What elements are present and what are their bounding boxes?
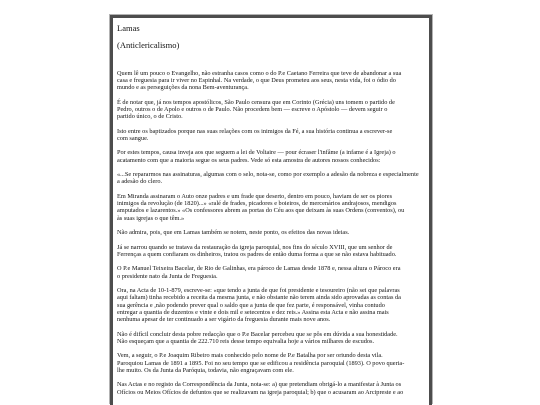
text-line: Isto entre os baptizados porque nas suas relações com os inimigos da Fé, a sua história continua a escrever-se (117, 127, 393, 135)
paragraph (117, 265, 425, 280)
text-line: Paroquiou Lamas de 1891 a 1895. Foi no seu tempo que se edificou a residência paroquial (1893). O povo queria- (117, 359, 405, 367)
text-line: a adesão do clero. (117, 178, 163, 186)
text-line: Ora, na Acta de 10-1-879, escreve-se: «que tendo a junta de que foi presidente e tesoureiro (não sei que palavras (117, 287, 400, 294)
text-line: O P.e Manuel Teixeira Bacelar, de Rio de Galinhas, era pároco de Lamas desde 1878 e, nessa altura o Pároco era (117, 265, 401, 273)
paragraph (117, 171, 425, 186)
text-line: com sangue. (117, 134, 149, 142)
text-line: Quem lê um pouco o Evangelho, não estranha casos como o do P.e Caetano Ferreira que teve de abandonar a sua (117, 69, 402, 77)
paragraph (117, 381, 425, 396)
paragraph (117, 70, 425, 92)
text-line: acatamento com que a maioria segue os seus padres. Vede só esta amostra de autores nossos conhecidos: (117, 156, 381, 164)
text-line: Ofícios ou Meios Ofícios de defuntos que se realizavam na igreja paroquial; b) que o acusaram ao Arcipreste e ao (117, 388, 404, 396)
paragraph (117, 193, 425, 222)
text-line: Não é difícil concluir desta pobre redacção que o P.e Bacelar percebeu que se pôs em dúvida a sua honestidade. (117, 330, 398, 338)
text-line: casa e freguesia para ir viver no Espinhal. Na verdade, o que Deus prometeu aos seus, nesta vida, foi o ódio do (117, 76, 396, 84)
document-body (117, 70, 425, 396)
text-line: Por estes tempos, causa inveja aos que seguem a lei de Voltaire — pour écraser l'infâme (a infame é a Igreja) o (117, 149, 396, 157)
paragraph (117, 244, 425, 259)
text-line: Vem, a seguir, o P.e Joaquim Ribeiro mais conhecido pelo nome de P.e Batalha por ser oriundo desta vila. (117, 352, 383, 360)
paragraph (117, 128, 425, 143)
text-line: partido único, o de Cristo. (117, 113, 183, 120)
text-line: Em Miranda assinaram o Auto onze padres e um frade que deserto, dentro em pouco, haviam de ser os piores (117, 192, 393, 200)
document-title: Lamas (117, 23, 140, 33)
paragraph (117, 99, 425, 121)
text-line: sua gerência e ,não podendo prever qual o saldo que a junta de que fez parte, é responsável, vinha contudo (117, 301, 385, 309)
text-line: nenhuma apesar de ter continuado a ser vigário da freguesia durante mais nove anos. (117, 316, 331, 323)
text-line: o presidente nato da Junta de Freguesia. (117, 272, 218, 280)
text-line: Ferrenças a quem confiaram os dinheiros, tratou os padres de então duma forma a que se não estava habituado. (117, 250, 397, 258)
text-line: aqui faltam) tinha recebido a receita da mesma junta, e não obstante não terem ainda sido aprovadas as contas da (117, 294, 401, 302)
text-line: lhe muito. Os da Junta da Paróquia, todavia, não engraçavam com ele. (117, 366, 294, 374)
text-line: Nas Actas e no registo da Correspondência da Junta, nota-se: a) que pretendiam obrigá-lo a manifestar à Junta os (117, 381, 402, 389)
paragraph (117, 149, 425, 164)
document-page (110, 15, 432, 405)
text-line: às suas igrejas o que têm.» (117, 214, 185, 222)
document-subtitle: (Anticlericalismo) (117, 40, 180, 50)
text-line: entregar a quantia de duzentos e vinte e dois mil e setecentos e dez reis.» Assina esta Acta e não assina mais (117, 308, 389, 316)
text-line: Não esqueçam que a quantia de 222.710 reis desse tempo equivalia hoje a vários milhares de escudos. (117, 337, 375, 345)
document-content (113, 18, 429, 396)
text-line: amputados e lazarentos.» «Os confessores abrem as portas do Céu aos que deixam às suas Ordens (conventos), ou (117, 207, 405, 215)
paragraph (117, 287, 425, 323)
text-line: Já se narrou quando se tratava da restauração da igreja paroquial, nos fins do século XVIII, que um senhor de (117, 243, 393, 251)
text-line: «...Se repararmos nas assinaturas, algumas com o selo, nota-se, como por exemplo a adesão da nobreza e especialmente (117, 171, 419, 178)
paragraph (117, 331, 425, 346)
text-line: Pedro, outros o de Apolo e outros o de Paulo. Não procedem bem — escreve o Apóstolo — devem seguir o (117, 105, 388, 113)
text-line: mundo e as perseguições da nona Bem-aventurança. (117, 84, 249, 91)
text-line: inimigos da revolução (de 1820)...» «ralé de frades, picadores e boieiros, de mercenários andrajosos, mendigos (117, 200, 397, 207)
paragraph (117, 229, 425, 236)
text-line: É de notar que, já nos tempos apostólicos, São Paulo censura que em Corinto (Grécia) uns tomem o partido de (117, 98, 395, 106)
paragraph (117, 352, 425, 374)
text-line: Não admira, pois, que em Lamas também se notem, neste ponto, os efeitos das novas ideias. (117, 229, 350, 236)
